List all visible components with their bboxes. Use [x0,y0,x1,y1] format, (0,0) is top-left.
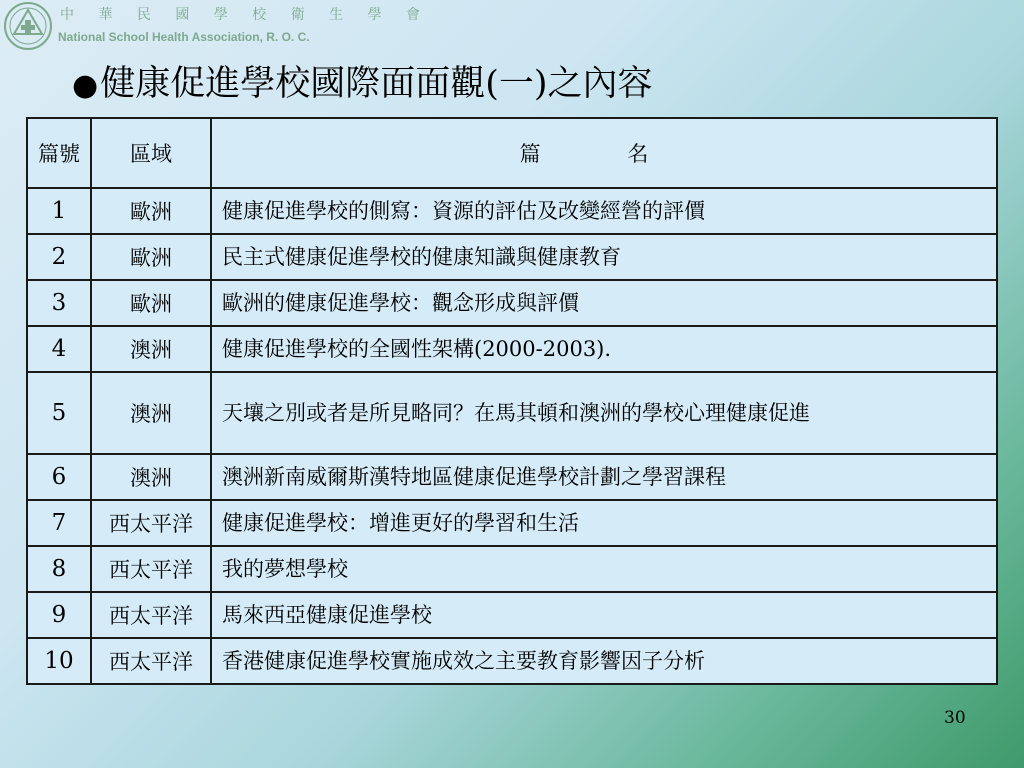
article-title: 澳洲新南威爾斯漢特地區健康促進學校計劃之學習課程 [211,454,997,500]
article-title: 民主式健康促進學校的健康知識與健康教育 [211,234,997,280]
article-number: 2 [27,234,91,280]
table-row [27,546,997,592]
article-number: 1 [27,188,91,234]
column-header-number: 篇號 [27,118,91,188]
article-region: 西太平洋 [91,592,211,638]
article-region: 澳洲 [91,326,211,372]
article-region: 澳洲 [91,454,211,500]
table-row [27,326,997,372]
page-number: 30 [944,708,966,728]
article-region: 西太平洋 [91,638,211,684]
article-region: 西太平洋 [91,500,211,546]
table-row [27,454,997,500]
article-title: 我的夢想學校 [211,546,997,592]
bullet-icon: ● [72,68,99,103]
article-title: 歐洲的健康促進學校：觀念形成與評價 [211,280,997,326]
table-row [27,500,997,546]
article-region: 歐洲 [91,188,211,234]
slide-title [72,56,653,106]
article-title: 健康促進學校的全國性架構(2000-2003). [211,326,997,372]
slide-title-text: 健康促進學校國際面面觀(一)之內容 [100,64,653,104]
article-number: 9 [27,592,91,638]
organization-name-chinese: 中 華 民 國 學 校 衛 生 學 會 [60,7,431,23]
table-row [27,234,997,280]
table-row [27,372,997,454]
article-number: 10 [27,638,91,684]
article-number: 5 [27,372,91,454]
column-header-region: 區域 [91,118,211,188]
article-region: 歐洲 [91,234,211,280]
article-title: 健康促進學校的側寫：資源的評估及改變經營的評價 [211,188,997,234]
table-row [27,638,997,684]
article-title: 香港健康促進學校實施成效之主要教育影響因子分析 [211,638,997,684]
table-row [27,188,997,234]
column-header-title: 篇 名 [211,118,997,188]
organization-name-english: National School Health Association, R. O. C. [58,30,310,44]
article-region: 西太平洋 [91,546,211,592]
article-region: 澳洲 [91,372,211,454]
table-row [27,280,997,326]
article-number: 8 [27,546,91,592]
table-header-row [27,118,997,188]
article-number: 6 [27,454,91,500]
article-title: 健康促進學校：增進更好的學習和生活 [211,500,997,546]
article-number: 7 [27,500,91,546]
article-title: 天壤之別或者是所見略同？在馬其頓和澳洲的學校心理健康促進 [211,372,997,454]
association-logo-icon [2,0,54,52]
article-title: 馬來西亞健康促進學校 [211,592,997,638]
table-row [27,592,997,638]
article-number: 4 [27,326,91,372]
article-region: 歐洲 [91,280,211,326]
articles-table [26,117,998,685]
article-number: 3 [27,280,91,326]
